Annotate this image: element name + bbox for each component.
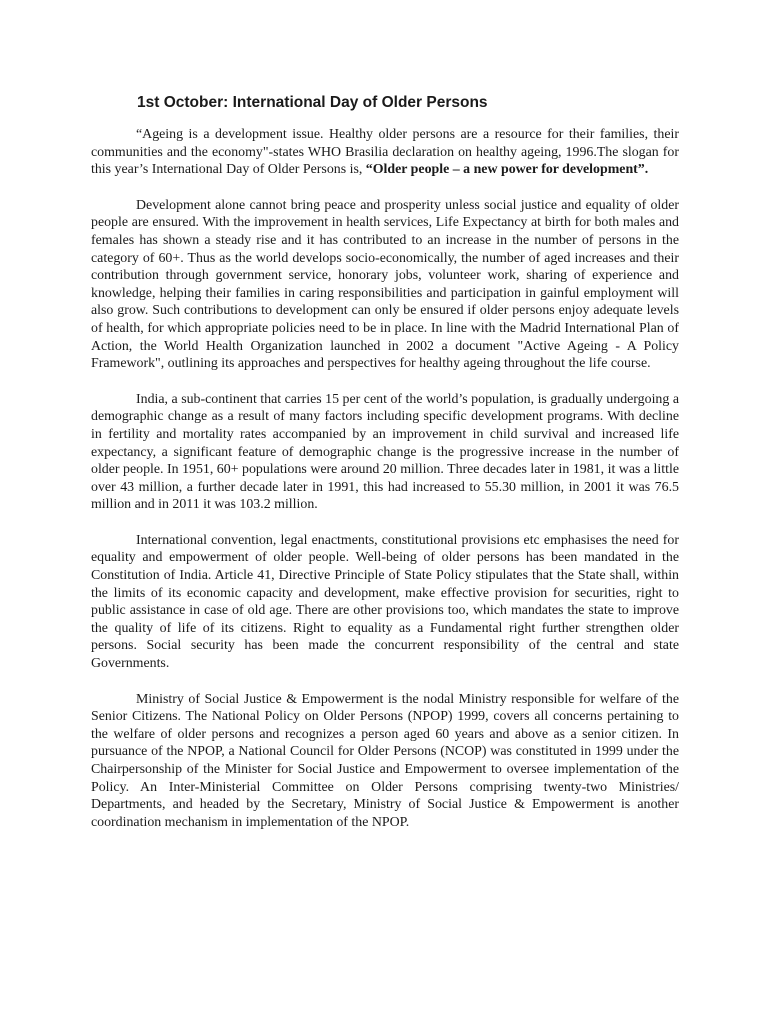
paragraph-4: International convention, legal enactments, constitutional provisions etc emphasises the need for equality and empowerment of older people. Well-being of older persons has been mandated in the Constitution of India. Article 41, Directive Principle of State Policy stipulates that the State shall, within the limits of its economic capacity and development, make effective provision for securities, right to public assistance in case of old age. There are other provisions too, which mandates the state to improve the quality of life of its citizens. Right to equality as a Fundamental right further strengthen older persons. Social security has been made the concurrent responsibility of the central and state Governments.	[91, 532, 679, 672]
slogan-bold-text: “Older people – a new power for development”.	[365, 162, 649, 178]
paragraph-1	[91, 126, 679, 179]
paragraph-1-text: “Ageing is a development issue. Healthy older persons are a resource for their families, their communities and the economy"-states WHO Brasilia declaration on healthy ageing, 1996.The slogan for this year’s International Day of Older Persons is,	[91, 127, 679, 178]
document-title: 1st October: International Day of Older Persons	[137, 94, 488, 111]
paragraph-3: India, a sub-continent that carries 15 per cent of the world’s population, is gradually undergoing a demographic change as a result of many factors including specific development programs. With decline in fertility and mortality rates accompanied by an improvement in child survival and increased life expectancy, a significant feature of demographic change is the progressive increase in the number of older people. In 1951, 60+ populations were around 20 million. Three decades later in 1981, it was a little over 43 million, a further decade later in 1991, this had increased to 55.30 million, in 2001 it was 76.5 million and in 2011 it was 103.2 million.	[91, 391, 679, 513]
paragraph-2: Development alone cannot bring peace and prosperity unless social justice and equality of older people are ensured. With the improvement in health services, Life Expectancy at birth for both males and females has shown a steady rise and it has contributed to an increase in the number of persons in the category of 60+. Thus as the world develops socio-economically, the number of aged increases and their contribution through government service, honorary jobs, volunteer work, sharing of experience and knowledge, helping their families in caring responsibilities and participation in gainful employment will also grow. Such contributions to development can only be ensured if older persons enjoy adequate levels of health, for which appropriate policies need to be in place. In line with the Madrid International Plan of Action, the World Health Organization launched in 2002 a document "Active Ageing - A Policy Framework", outlining its approaches and perspectives for healthy ageing throughout the life course.	[91, 197, 679, 372]
document-page	[91, 93, 679, 849]
paragraph-5: Ministry of Social Justice & Empowerment is the nodal Ministry responsible for welfare of the Senior Citizens. The National Policy on Older Persons (NPOP) 1999, covers all concerns pertaining to the welfare of older persons and recognizes a person aged 60 years and above as a senior citizen. In pursuance of the NPOP, a National Council for Older Persons (NCOP) was constituted in 1999 under the Chairpersonship of the Minister for Social Justice and Empowerment to oversee implementation of the Policy. An Inter-Ministerial Committee on Older Persons comprising twenty-two Ministries/ Departments, and headed by the Secretary, Ministry of Social Justice & Empowerment is another coordination mechanism in implementation of the NPOP.	[91, 691, 679, 830]
